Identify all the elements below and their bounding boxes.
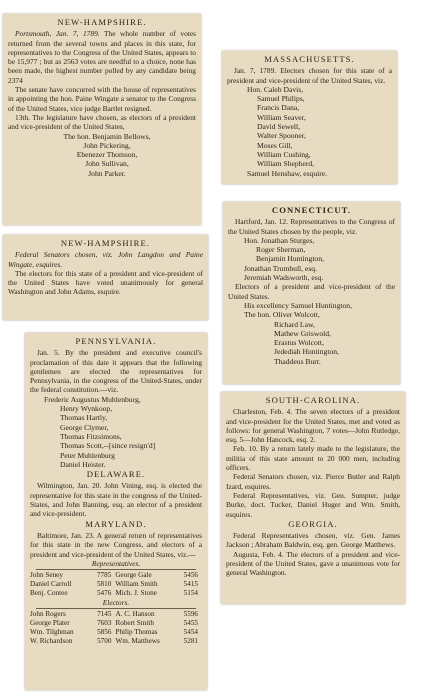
paragraph: Augusta, Feb. 4. The electors of a president and vice-president of the United States, gave a unanimous vote for general Washington. xyxy=(226,549,400,578)
table-cell: Robert Smith xyxy=(115,619,154,628)
list-item: Hon. Jonathan Sturges, xyxy=(244,235,315,245)
list-item: Thomas Fitzsimons, xyxy=(60,431,122,441)
list-item: Hon. Caleb Davis, xyxy=(247,84,304,94)
section-title: GEORGIA. xyxy=(288,518,338,529)
clipping-south-carolina-georgia xyxy=(221,392,405,604)
table-cell: 5700 xyxy=(97,637,112,646)
table-cell: 7145 xyxy=(97,610,112,619)
representatives-table xyxy=(30,571,202,598)
clipping-new-hampshire-2 xyxy=(3,235,208,320)
table-row xyxy=(30,637,202,646)
subheading: Electors. xyxy=(102,598,130,608)
list-item: William Shepherd, xyxy=(257,159,315,169)
table-cell: 5455 xyxy=(183,619,198,628)
divider xyxy=(36,569,196,570)
paragraph: Charleston, Feb. 4. The seven electors of a president and vice-president for the United States, met and voted as follows: for general Washington, 7 votes—John Rutledge, esq. 5—John Hancock, esq. 2. xyxy=(226,407,400,445)
clipping-title: NEW-HAMPSHIRE. xyxy=(57,17,147,27)
list-item: Henry Wynkoop, xyxy=(60,404,113,414)
table-cell: William Smith xyxy=(115,580,158,589)
representative-list xyxy=(30,395,202,469)
list-item: Erastus Wolcott, xyxy=(274,338,324,348)
clipping-connecticut xyxy=(223,202,400,384)
list-item: Francis Dana, xyxy=(257,103,300,113)
paragraph: Federal Senators chosen, viz. John Langdon and Paine Wingate, esquires. xyxy=(8,250,203,269)
list-item: The hon. Benjamin Bellows, xyxy=(63,131,151,141)
table-cell: 5596 xyxy=(183,610,198,619)
list-item: Roger Sherman, xyxy=(256,245,306,255)
table-row xyxy=(30,589,202,598)
table-cell: 5454 xyxy=(183,628,198,637)
elector-list xyxy=(228,301,395,366)
table-cell: 5856 xyxy=(97,628,112,637)
list-item: Benjamin Huntington, xyxy=(256,254,324,264)
list-item: William Cushing, xyxy=(257,149,311,159)
table-cell: John Seney xyxy=(30,571,63,580)
divider xyxy=(36,608,196,609)
table-cell: John Rogers xyxy=(30,610,66,619)
table-cell: 5456 xyxy=(183,571,198,580)
list-item: Peter Muhlenburg xyxy=(60,450,115,460)
list-item: Thaddeus Burr. xyxy=(274,356,321,366)
list-item: David Sewell, xyxy=(257,122,301,132)
list-item: Moses Gill, xyxy=(257,140,293,150)
table-cell: 5281 xyxy=(183,637,198,646)
clipping-massachusetts xyxy=(222,51,397,184)
list-item: John Sullivan, xyxy=(85,159,129,169)
list-item: Walter Spooner, xyxy=(257,131,306,141)
clipping-new-hampshire-1 xyxy=(3,14,201,225)
list-item: Jeremiah Wadsworth, esq. xyxy=(244,273,324,283)
list-item: Daniel Heister. xyxy=(60,459,106,469)
clipping-title: MASSACHUSETTS. xyxy=(264,54,355,64)
paragraph: 13th. The legislature have chosen, as electors of a president and vice-president of the United States, xyxy=(8,112,196,132)
electors-table xyxy=(30,610,202,646)
list-item: John Pickering, xyxy=(83,140,131,150)
paragraph: Jan. 7, 1789. Electors chosen for this state of a president and vice-president of the United States, viz. xyxy=(227,66,392,85)
list-item: Richard Law, xyxy=(274,319,315,329)
table-row xyxy=(30,610,202,619)
clipping-title: PENNSYLVANIA. xyxy=(75,336,157,346)
table-cell: A. C. Hanson xyxy=(115,610,155,619)
paragraph: The electors for this state of a president and vice-president of the United States have voted unanimously for general Washington and John Adams, esquire. xyxy=(8,268,203,297)
name-list xyxy=(227,85,392,178)
table-cell: George Plater xyxy=(30,619,70,628)
table-cell: Mich. J. Stone xyxy=(115,589,157,598)
paragraph: Jan. 5. By the president and executive council's proclamation of this date it appears that the following gentlemen are elected the representatives for Pennsylvania, in the congress of the United-States, under the federal constitution.---viz. xyxy=(30,348,202,395)
clipping-title: SOUTH-CAROLINA. xyxy=(265,395,361,405)
table-cell: 5476 xyxy=(96,589,112,598)
table-row xyxy=(30,571,202,580)
table-cell: 7603 xyxy=(97,619,112,628)
paragraph: Wilmington, Jan. 20. John Vining, esq. is elected the representative for this state in the congress of the United-States, and John Banning, esq. an elector of a president and vice-president. xyxy=(30,481,202,519)
paragraph: Federal Representatives, viz. Gen. Sumpter, judge Burke, doct. Tucker, Daniel Huger and Wm. Smith, esquires. xyxy=(226,490,400,519)
list-item: The hon. Oliver Wolcott, xyxy=(244,310,320,320)
list-item: John Parker. xyxy=(88,168,126,178)
representative-list xyxy=(228,236,395,282)
paragraph: Federal Senators chosen, viz. Pierce Butler and Ralph Izard, esquires. xyxy=(226,472,400,491)
list-item: Jedediah Huntington, xyxy=(274,347,339,357)
list-item: Samuel Philips, xyxy=(257,94,305,104)
table-cell: Wm. Tilghman xyxy=(30,628,74,637)
table-cell: W. Richardson xyxy=(30,637,73,646)
dateline: Portsmouth, Jan. 7, 1789. xyxy=(15,29,100,39)
paragraph: Baltimore, Jan. 23. A general return of representatives for this state in the new Congress, and electors of a president and vice-president of the United States, viz.--- xyxy=(30,530,202,559)
table-cell: Wm. Matthews xyxy=(115,637,160,646)
list-item: Samuel Henshaw, esquire. xyxy=(247,168,328,178)
table-cell: 5154 xyxy=(183,589,198,598)
clipping-title: NEW-HAMPSHIRE. xyxy=(60,238,151,248)
table-cell: George Gale xyxy=(115,571,152,580)
table-row xyxy=(30,628,202,637)
table-row xyxy=(30,619,202,628)
name-list xyxy=(8,132,196,178)
table-cell: Daniel Carroll xyxy=(30,580,72,589)
paragraph: Electors of a president and vice-president of the United States. xyxy=(228,282,395,301)
list-item: George Clymer, xyxy=(60,422,109,432)
paragraph: The senate have concurred with the house of representatives in appointing the hon. Paine Wingate a senator to the Congress of the United States, vice judge Bartlet resigned. xyxy=(8,85,196,113)
table-cell: 7785 xyxy=(96,571,112,580)
table-cell: 5415 xyxy=(183,580,198,589)
paragraph-text: The whole number of votes returned from the several towns and places in this state, for representatives to the Congress of the United States, appears to be 15,977 ; but as 2563 votes are needful to a choice, none has been made, the highest number polled by any candidate being 2374 xyxy=(8,29,197,85)
list-item: Thomas Scott,--[since resign'd] xyxy=(60,441,156,451)
clipping-pennsylvania-delaware-maryland xyxy=(25,333,207,690)
paragraph: Hartford, Jan. 12. Representatives to the Congress of the United States chosen by the people, viz. xyxy=(228,217,395,236)
subheading: Representatives. xyxy=(91,558,141,568)
list-item: Mathew Griswold, xyxy=(274,328,331,338)
list-item: His excellency Samuel Huntington, xyxy=(244,300,352,310)
list-item: Frederic Augustus Muhlenburg, xyxy=(44,394,141,404)
paragraph: Federal Representatives chosen, viz. Gen. James Jackson ; Abraham Baldwin, esq. gen. George Matthews. xyxy=(226,531,400,550)
table-row xyxy=(30,580,202,589)
list-item: William Seaver, xyxy=(257,112,306,122)
paragraph: Feb. 10. By a return lately made to the legislature, the militia of this state amount to 20 000 men, including officers. xyxy=(226,444,400,473)
list-item: Jonathan Trumbull, esq. xyxy=(244,263,317,273)
clipping-title: CONNECTICUT. xyxy=(271,205,352,215)
paragraph xyxy=(8,29,196,85)
list-item: Thomas Hartly, xyxy=(60,413,108,423)
table-cell: Benj. Contee xyxy=(30,589,68,598)
section-title: DELAWARE. xyxy=(86,469,146,480)
table-cell: Philip Thomas xyxy=(115,628,158,637)
section-title: MARYLAND. xyxy=(85,518,147,529)
list-item: Ebenezer Thomson, xyxy=(76,150,138,160)
table-cell: 5810 xyxy=(96,580,112,589)
